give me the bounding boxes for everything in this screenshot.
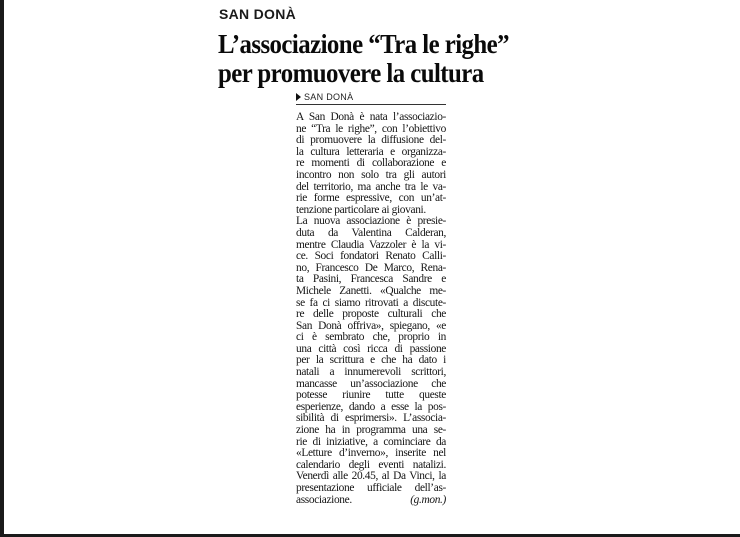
body-line: di promuovere la diffusione del- (296, 134, 446, 147)
dateline-marker-icon (296, 93, 301, 101)
body-line: tenzione particolare ai giovani. (296, 203, 426, 216)
headline-line-1: L’associazione “Tra le righe” (218, 29, 510, 59)
body-line: del territorio, ma anche tra le va- (296, 180, 446, 193)
body-line: presentazione ufficiale dell’as- (296, 482, 446, 494)
body-line: ta Pasini, Francesca Sandre e (296, 273, 446, 286)
body-line: sibilità di esprimersi». L’associa- (296, 412, 446, 425)
body-line: «Letture d’inverno», inserite nel (296, 447, 446, 460)
body-line: re momenti di collaborazione e (296, 157, 446, 170)
body-line: Michele Zanetti. «Qualche me- (296, 284, 446, 297)
body-line: San Donà offriva», spiegano, «e (296, 319, 446, 332)
body-line: rie di iniziative, a cominciare da (296, 435, 446, 448)
body-line: calendario degli eventi natalizi. (296, 458, 446, 471)
headline-line-2: per promuovere la cultura (218, 58, 484, 88)
body-line: ce. Soci fondatori Renato Calli- (296, 250, 446, 263)
body-line: natali a innumerevoli scrittori, (296, 366, 446, 379)
body-line: ne “Tra le righe”, con l’obiettivo (296, 122, 446, 135)
body-line: La nuova associazione è presie- (296, 215, 446, 228)
body-line: ci è sembrato che, proprio in (296, 331, 446, 344)
dateline-text: SAN DONÀ (304, 92, 354, 102)
article-body (296, 112, 446, 506)
author-signature: (g.mon.) (410, 493, 446, 506)
body-line: no, Francesco De Marco, Rena- (296, 261, 446, 274)
body-line: re delle proposte culturali che (296, 308, 446, 321)
body-line: A San Donà è nata l’associazio- (296, 111, 446, 123)
page-left-border (0, 0, 4, 537)
body-line: mentre Claudia Vazzoler è la vi- (296, 238, 446, 251)
body-line: la cultura letteraria e organizza- (296, 145, 446, 158)
section-kicker: SAN DONÀ (219, 6, 297, 22)
body-line: rie forme espressive, con un’at- (296, 192, 446, 205)
body-line: esperienze, dando a esse la pos- (296, 400, 446, 413)
body-line: zione ha in programma una se- (296, 424, 446, 437)
body-line: per la scrittura e che ha dato i (296, 354, 446, 367)
body-final-line (296, 495, 446, 507)
body-line: una città così ricca di passione (296, 342, 446, 355)
dateline (296, 92, 446, 105)
body-line: Venerdì alle 20.45, al Da Vinci, la (296, 470, 446, 483)
body-last-text: associazione. (296, 493, 352, 506)
body-line: se fa ci siamo ritrovati a discute- (296, 296, 446, 309)
body-line: mancasse un’associazione che (296, 377, 446, 390)
body-line: duta da Valentina Calderan, (296, 226, 446, 239)
article-headline (218, 30, 678, 88)
body-line: incontro non solo tra gli autori (296, 168, 446, 181)
body-line: potesse riunire tutte queste (296, 389, 446, 402)
